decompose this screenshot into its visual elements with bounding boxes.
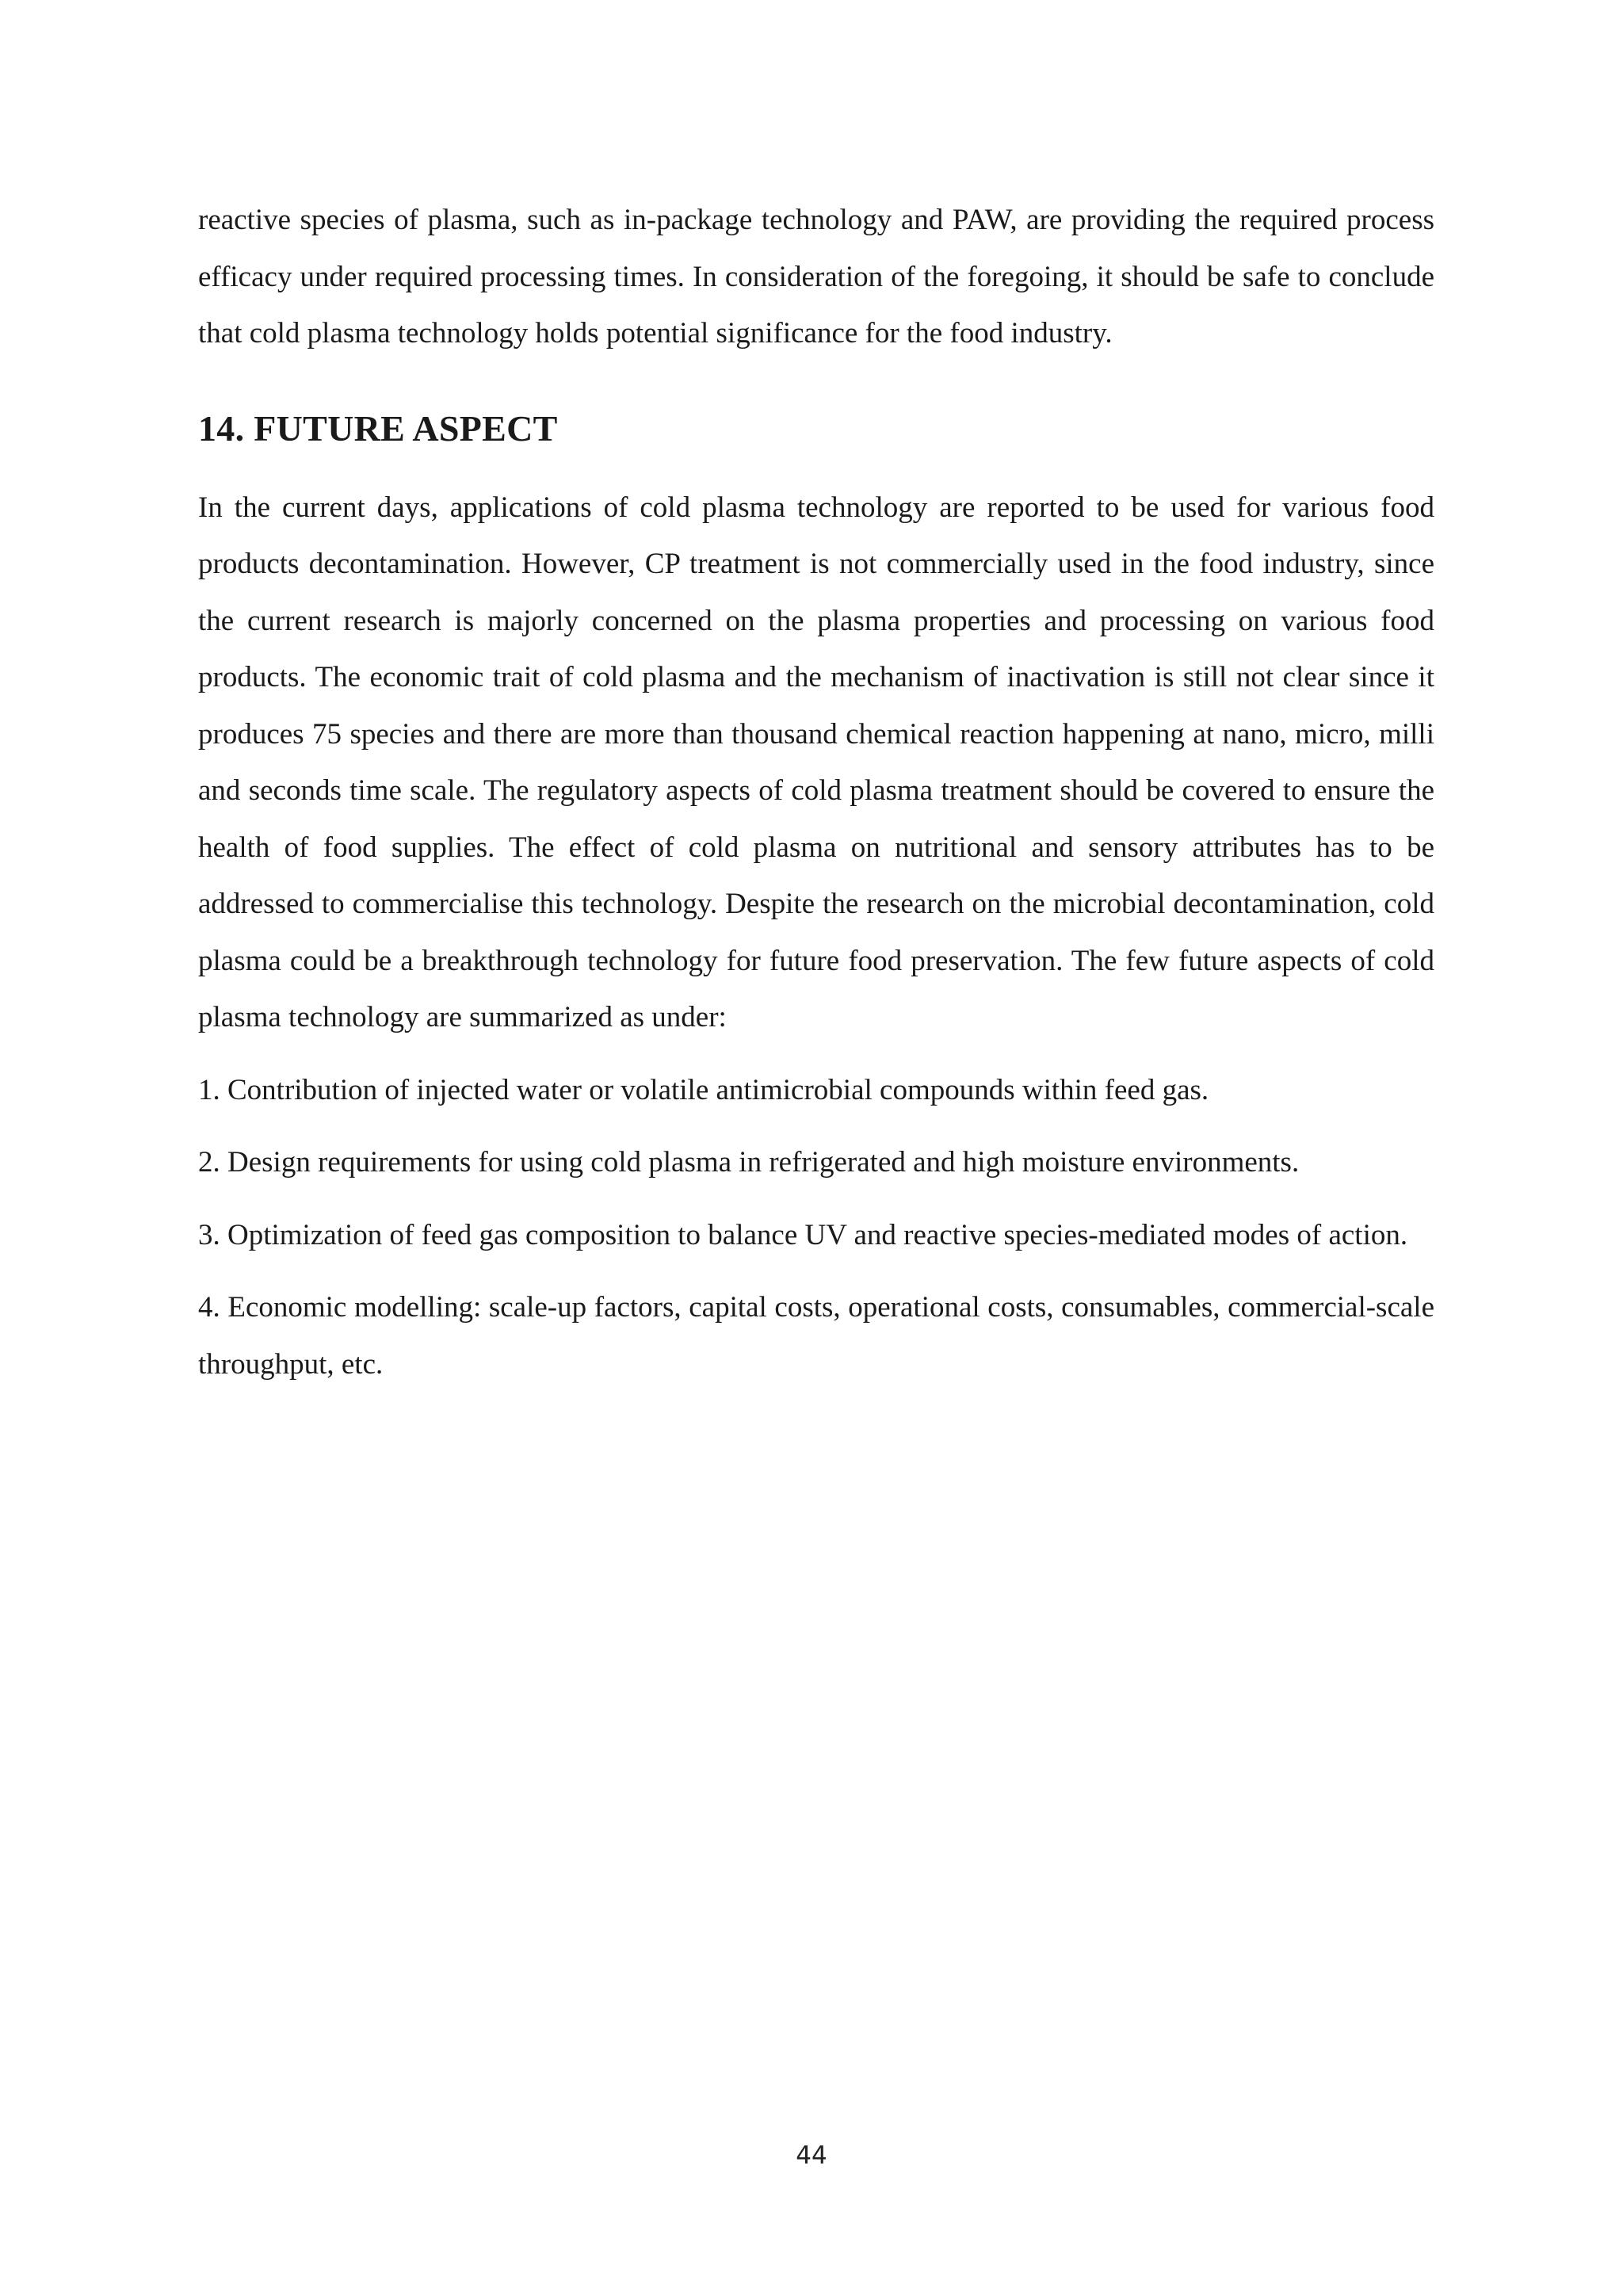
list-item: 1. Contribution of injected water or volatile antimicrobial compounds within feed gas. [198,1073,1209,1106]
list-item: 2. Design requirements for using cold plasma in refrigerated and high moisture environments. [198,1146,1300,1179]
intro-paragraph: reactive species of plasma, such as in-package technology and PAW, are providing the required process efficacy under required processing times. In consideration of the foregoing, it should be safe to conclude that cold plasma technology holds potential significance for the food industry. [198,204,1434,350]
list-item: 4. Economic modelling: scale-up factors, capital costs, operational costs, consumables, commercial-scale throughput, etc. [198,1291,1434,1381]
page-number: 44 [796,2141,827,2170]
list-item: 3. Optimization of feed gas composition to balance UV and reactive species-mediated modes of action. [198,1218,1408,1251]
section-paragraph: In the current days, applications of cold plasma technology are reported to be used for various food products decontamination. However, CP treatment is not commercially used in the food industry, since the current research is majorly concerned on the plasma properties and processing on various food products. The economic trait of cold plasma and the mechanism of inactivation is still not clear since it produces 75 species and there are more than thousand chemical reaction happening at nano, micro, milli and seconds time scale. The regulatory aspects of cold plasma treatment should be covered to ensure the health of food supplies. The effect of cold plasma on nutritional and sensory attributes has to be addressed to commercialise this technology. Despite the research on the microbial decontamination, cold plasma could be a breakthrough technology for future food preservation. The few future aspects of cold plasma technology are summarized as under: [198,491,1434,1033]
section-heading: 14. FUTURE ASPECT [198,408,558,449]
page-content [198,192,1434,1392]
